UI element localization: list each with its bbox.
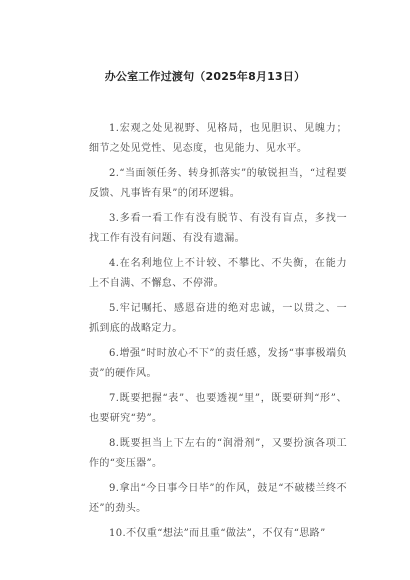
paragraph-3: 3.多看一看工作有没有脱节、有没有盲点，多找一找工作有没有问题、有没有遗漏。 <box>89 213 347 244</box>
paragraph-1: 1.宏观之处见视野、见格局，也见胆识、见魄力；细节之处见党性、见态度，也见能力、见水平。 <box>89 123 347 154</box>
document-body <box>89 119 347 544</box>
paragraph-10: 10.不仅重“想法”而且重“做法”，不仅有“思路” <box>109 528 326 539</box>
document-title: 办公室工作过渡句（2025年8月13日） <box>104 70 306 83</box>
paragraph-9: 9.拿出“今日事今日毕”的作风，鼓足“不破楼兰终不还”的劲头。 <box>89 483 347 514</box>
paragraph-5: 5.牢记嘱托、感恩奋进的绝对忠诚，一以贯之、一抓到底的战略定力。 <box>89 303 347 334</box>
paragraph-6: 6.增强“时时放心不下”的责任感，发扬“事事极端负责”的硬作风。 <box>89 348 347 379</box>
paragraph-7: 7.既要把握“表”、也要透视“里”，既要研判“形”、也要研究“势”。 <box>89 393 347 424</box>
paragraph-8: 8.既要担当上下左右的“润滑剂”，又要扮演各项工作的“变压器”。 <box>89 438 347 469</box>
paragraph-2: 2.“当面领任务、转身抓落实”的敏锐担当，“过程要反馈、凡事皆有果”的闭环逻辑。 <box>89 168 347 199</box>
paragraph-4: 4.在名利地位上不计较、不攀比、不失衡，在能力上不自满、不懈怠、不停滞。 <box>89 258 347 289</box>
